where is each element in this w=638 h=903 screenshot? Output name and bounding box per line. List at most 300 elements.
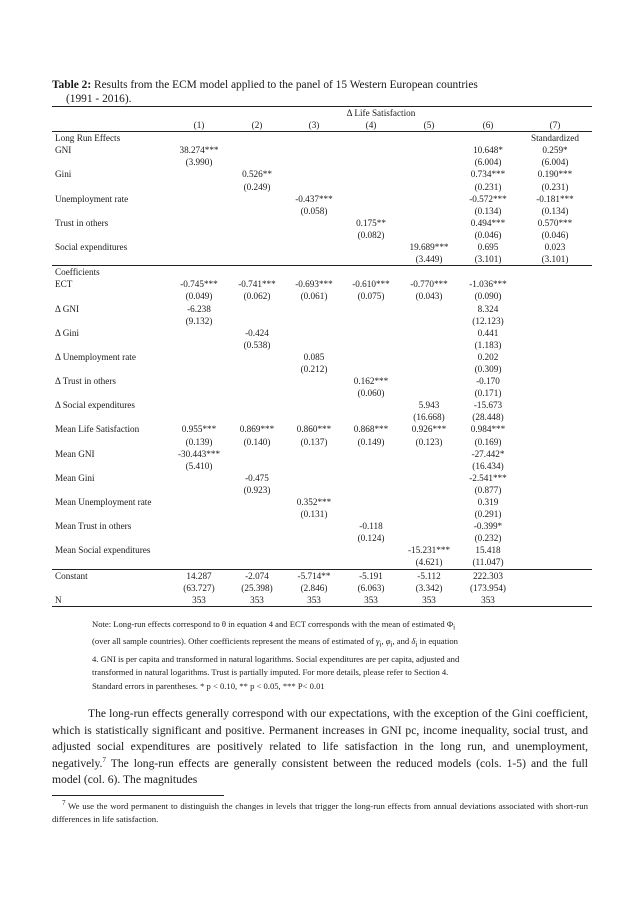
table-body — [52, 132, 592, 607]
table-cell — [228, 229, 286, 241]
table-cell — [170, 556, 228, 569]
table-cell: (6.063) — [357, 582, 385, 593]
table-cell — [518, 375, 592, 387]
table-cell — [518, 351, 592, 363]
table-cell: (6.004) — [541, 157, 569, 168]
table-cell: 0.494*** — [470, 217, 506, 228]
table-cell — [170, 411, 228, 423]
table-row — [52, 168, 592, 180]
table-row — [52, 460, 592, 472]
table-cell — [518, 278, 592, 290]
table-cell: (0.134) — [474, 205, 502, 216]
table-caption-text: Results from the ECM model applied to the panel of 15 Western European countries — [91, 79, 478, 91]
table-cell — [228, 217, 286, 229]
body-text — [52, 706, 588, 789]
table-cell: -5.112 — [400, 569, 458, 582]
row-label: Social expenditures — [55, 242, 128, 253]
table-cell — [228, 363, 286, 375]
table-row — [52, 375, 592, 387]
table-cell: (173.954) — [470, 582, 506, 593]
table-cell: 0.570*** — [537, 217, 573, 228]
table-row — [52, 327, 592, 339]
table-cell: Standardized — [518, 132, 592, 145]
table-cell — [170, 363, 228, 375]
table-cell: (4.621) — [415, 557, 443, 568]
row-label: Mean Trust in others — [55, 521, 132, 532]
table-cell — [228, 351, 286, 363]
table-cell: 353 — [170, 594, 228, 607]
table-row — [52, 411, 592, 423]
note-line: Note: Long-run effects correspond to θ in equation 4 and ECT corresponds with the mean of estimated $\Phi_i$ — [92, 619, 456, 632]
table-cell — [342, 144, 400, 156]
table-cell: (0.090) — [474, 291, 502, 302]
row-label: Trust in others — [55, 217, 109, 228]
table-cell: (0.075) — [357, 291, 385, 302]
table-cell — [170, 266, 228, 279]
table-cell — [228, 387, 286, 399]
table-cell: -0.170 — [476, 376, 500, 387]
table-cell: 0.984*** — [470, 424, 506, 435]
results-table — [52, 106, 592, 607]
table-cell — [228, 544, 286, 556]
table-cell — [170, 205, 228, 217]
table-cell: -0.572*** — [469, 193, 507, 204]
note-line: Standard errors in parentheses. * p < 0.10, ** p < 0.05, *** P< 0.01 — [92, 680, 325, 691]
row-label: GNI — [55, 145, 72, 156]
table-cell — [286, 327, 342, 339]
table-cell: 14.287 — [170, 569, 228, 582]
table-cell — [518, 436, 592, 448]
table-row — [52, 556, 592, 569]
table-cell — [400, 387, 458, 399]
table-cell — [170, 484, 228, 496]
row-label — [52, 556, 170, 569]
table-cell: (11.047) — [472, 557, 504, 568]
table-cell — [170, 520, 228, 532]
table-cell — [286, 241, 342, 253]
table-cell — [228, 411, 286, 423]
table-cell — [286, 266, 342, 279]
table-cell: (3.101) — [541, 254, 569, 265]
table-cell — [342, 168, 400, 180]
table-cell — [228, 132, 286, 145]
table-cell: (0.043) — [415, 291, 443, 302]
table-row — [52, 496, 592, 508]
table-caption — [52, 78, 592, 106]
table-row — [52, 532, 592, 544]
table-cell — [286, 387, 342, 399]
table-cell: (0.923) — [243, 484, 271, 495]
table-row — [52, 472, 592, 484]
table-cell — [170, 399, 228, 411]
table-cell — [518, 544, 592, 556]
row-label: Constant — [52, 569, 170, 582]
table-cell — [170, 532, 228, 544]
table-cell: (3.342) — [415, 582, 443, 593]
table-cell — [228, 508, 286, 520]
table-cell — [228, 375, 286, 387]
table-cell: 5.943 — [418, 400, 440, 411]
table-cell: -0.118 — [359, 521, 383, 532]
table-row — [52, 448, 592, 460]
table-cell — [518, 508, 592, 520]
table-cell: -0.399* — [473, 521, 503, 532]
table-cell: -0.424 — [245, 327, 269, 338]
table-cell — [518, 448, 592, 460]
table-cell: (0.137) — [300, 436, 328, 447]
table-cell: (0.538) — [243, 339, 271, 350]
table-cell — [286, 460, 342, 472]
table-cell — [228, 193, 286, 205]
table-cell: (0.232) — [474, 533, 502, 544]
table-cell — [518, 411, 592, 423]
table-cell — [170, 253, 228, 266]
table-cell — [342, 339, 400, 351]
table-cell: 0.526** — [242, 169, 272, 180]
table-notes — [92, 618, 592, 693]
table-cell — [400, 484, 458, 496]
table-row — [52, 315, 592, 327]
table-cell — [286, 399, 342, 411]
table-cell — [286, 229, 342, 241]
table-cell: 0.955*** — [181, 424, 217, 435]
table-cell — [342, 266, 400, 279]
table-cell: (0.231) — [474, 181, 502, 192]
row-label — [52, 205, 170, 217]
row-label: ECT — [55, 279, 73, 290]
table-cell — [518, 484, 592, 496]
table-row — [52, 582, 592, 594]
table-cell: (0.046) — [541, 229, 569, 240]
table-cell: 0.868*** — [353, 424, 389, 435]
table-cell: -0.610*** — [352, 279, 390, 290]
table-cell: 0.190*** — [537, 169, 573, 180]
table-cell — [400, 375, 458, 387]
table-cell — [400, 508, 458, 520]
table-cell — [342, 411, 400, 423]
table-cell — [286, 181, 342, 193]
row-label: Mean Life Satisfaction — [55, 424, 140, 435]
table-row — [52, 544, 592, 556]
row-label: Coefficients — [52, 266, 170, 279]
table-cell — [518, 387, 592, 399]
footnote-text: We use the word permanent to distinguish the changes in levels that trigger the long-run effects from annual deviations associated with short-run differences in life satisfaction. — [52, 801, 588, 824]
body-paragraph: The long-run effects generally correspond with our expectations, with the exception of the Gini coefficient, which is statistically significant and positive. Permanent increases in GNI pc, income inequality, social trust, and adjusted social expenditures are positively related to life satisfaction in the long run, and unemployment, negatively.$^7$ The long-run effects are generally consistent between the reduced models (cols. 1-5) and the full model (col. 6). The magnitudes — [52, 707, 588, 787]
table-cell — [170, 351, 228, 363]
table-cell — [228, 144, 286, 156]
table-cell: (0.124) — [357, 533, 385, 544]
row-label: Mean Gini — [55, 472, 95, 483]
row-label: Δ GNI — [55, 303, 80, 314]
column-header: (2) — [251, 120, 263, 131]
table-cell — [228, 253, 286, 266]
table-cell — [286, 484, 342, 496]
table-cell: (0.231) — [541, 181, 569, 192]
table-row — [52, 181, 592, 193]
table-cell: (0.061) — [300, 291, 328, 302]
table-row — [52, 253, 592, 266]
table-cell — [400, 205, 458, 217]
table-cell — [518, 339, 592, 351]
table-cell — [400, 315, 458, 327]
table-cell: (0.249) — [243, 181, 271, 192]
table-cell — [170, 181, 228, 193]
table-cell: (63.727) — [183, 582, 215, 593]
table-cell — [518, 520, 592, 532]
table-cell: 353 — [400, 594, 458, 607]
table-cell — [342, 544, 400, 556]
table-cell — [228, 448, 286, 460]
footnote — [52, 800, 588, 825]
table-cell: 222.303 — [458, 569, 518, 582]
table-cell — [400, 266, 458, 279]
row-label: Mean Unemployment rate — [55, 497, 152, 507]
column-header: (4) — [365, 120, 377, 131]
table-cell — [400, 363, 458, 375]
table-cell — [170, 375, 228, 387]
table-cell — [228, 532, 286, 544]
table-cell: -6.238 — [187, 303, 211, 314]
table-cell — [170, 339, 228, 351]
table-cell — [286, 156, 342, 168]
table-cell: (0.060) — [357, 388, 385, 399]
table-cell: -5.714** — [286, 569, 342, 582]
table-cell: -5.191 — [342, 569, 400, 582]
table-cell: 353 — [458, 594, 518, 607]
table-cell — [228, 266, 286, 279]
table-cell: 0.926*** — [411, 424, 447, 435]
table-cell — [342, 303, 400, 315]
table-cell — [286, 520, 342, 532]
table-caption-label: Table 2: — [52, 79, 92, 91]
table-cell — [286, 556, 342, 569]
table-cell — [518, 472, 592, 484]
table-cell: 19.689*** — [409, 242, 449, 253]
table-cell: (16.668) — [413, 412, 445, 423]
table-cell — [400, 327, 458, 339]
table-cell: 38.274*** — [179, 145, 219, 156]
table-cell — [342, 315, 400, 327]
table-cell — [400, 132, 458, 145]
row-label — [52, 484, 170, 496]
table-cell: (3.101) — [474, 254, 502, 265]
table-cell — [228, 315, 286, 327]
table-cell: (0.062) — [243, 291, 271, 302]
table-cell — [228, 205, 286, 217]
table-cell: (0.131) — [300, 509, 328, 520]
row-label — [52, 253, 170, 266]
table-cell — [342, 132, 400, 145]
table-cell — [518, 363, 592, 375]
table-cell: 353 — [286, 594, 342, 607]
table-group-header-row — [52, 107, 592, 120]
table-cell — [342, 205, 400, 217]
table-cell: (5.410) — [185, 460, 213, 471]
table-cell: (0.171) — [474, 388, 502, 399]
table-cell: 353 — [342, 594, 400, 607]
table-row — [52, 132, 592, 145]
table-row — [52, 290, 592, 302]
table-cell — [286, 339, 342, 351]
table-cell: 0.259* — [542, 145, 568, 156]
table-cell: -0.770*** — [410, 279, 448, 290]
table-cell — [400, 532, 458, 544]
table-cell — [170, 229, 228, 241]
table-cell — [170, 168, 228, 180]
table-cell — [518, 423, 592, 435]
table-cell — [518, 594, 592, 607]
table-cell: -27.442* — [471, 448, 505, 459]
row-label — [52, 411, 170, 423]
table-row — [52, 217, 592, 229]
table-cell — [228, 156, 286, 168]
table-cell — [518, 532, 592, 544]
table-cell — [228, 303, 286, 315]
table-cell — [518, 399, 592, 411]
table-cell: (28.448) — [472, 412, 504, 423]
table-cell: 0.352*** — [296, 497, 332, 507]
table-cell — [342, 484, 400, 496]
table-cell — [170, 217, 228, 229]
table-cell — [518, 315, 592, 327]
table-cell — [400, 520, 458, 532]
table-row — [52, 241, 592, 253]
table-cell — [342, 556, 400, 569]
table-cell — [400, 472, 458, 484]
table-cell — [342, 460, 400, 472]
table-cell — [400, 156, 458, 168]
row-label — [52, 532, 170, 544]
table-cell — [228, 460, 286, 472]
row-label — [52, 156, 170, 168]
column-header: (1) — [193, 120, 205, 131]
row-label — [52, 229, 170, 241]
table-row — [52, 520, 592, 532]
table-cell — [458, 266, 518, 279]
column-header: (5) — [423, 120, 435, 131]
row-label: N — [52, 594, 170, 607]
table-cell: (0.169) — [474, 436, 502, 447]
table-cell — [518, 496, 592, 508]
table-cell — [228, 496, 286, 508]
table-cell — [518, 460, 592, 472]
table-cell — [518, 327, 592, 339]
table-cell — [518, 290, 592, 302]
table-row — [52, 266, 592, 279]
table-cell — [400, 193, 458, 205]
row-label: Gini — [55, 169, 72, 180]
table-cell — [400, 339, 458, 351]
table-cell — [400, 168, 458, 180]
row-label: Mean Social expenditures — [55, 545, 151, 556]
table-cell — [228, 241, 286, 253]
table-cell — [400, 217, 458, 229]
row-label — [52, 387, 170, 399]
table-cell: -0.693*** — [295, 279, 333, 290]
table-cell: 0.085 — [303, 351, 325, 362]
table-cell — [286, 544, 342, 556]
table-cell — [342, 399, 400, 411]
table-cell — [170, 132, 228, 145]
table-cell — [286, 411, 342, 423]
table-cell — [286, 144, 342, 156]
table-cell — [228, 399, 286, 411]
table-cell: -0.745*** — [180, 279, 218, 290]
table-row — [52, 569, 592, 582]
table-row — [52, 363, 592, 375]
note-line: 4. GNI is per capita and transformed in natural logarithms. Social expenditures are per capita, adjusted and — [92, 653, 460, 664]
footnote-rule — [52, 795, 224, 796]
table-cell: (0.049) — [185, 291, 213, 302]
table-row — [52, 508, 592, 520]
footnote-mark: 7 — [62, 799, 66, 808]
table-cell: (0.140) — [243, 436, 271, 447]
table-row — [52, 193, 592, 205]
table-cell — [342, 181, 400, 193]
table-cell — [286, 472, 342, 484]
table-cell — [286, 168, 342, 180]
table-cell — [342, 363, 400, 375]
table-row — [52, 156, 592, 168]
table-cell — [342, 327, 400, 339]
table-cell — [342, 448, 400, 460]
table-cell: (0.139) — [185, 436, 213, 447]
table-cell — [286, 303, 342, 315]
row-label: Δ Gini — [55, 327, 80, 338]
table-cell: (25.398) — [241, 582, 273, 593]
table-cell: 15.418 — [475, 545, 501, 556]
table-cell — [170, 327, 228, 339]
table-cell: 0.319 — [477, 497, 499, 507]
row-label — [52, 339, 170, 351]
table-cell — [170, 496, 228, 508]
table-row — [52, 278, 592, 290]
table-cell: 0.175** — [356, 217, 386, 228]
table-column-header-row — [52, 119, 592, 132]
table-row — [52, 144, 592, 156]
table-cell — [518, 569, 592, 582]
row-label — [52, 436, 170, 448]
table-cell — [342, 508, 400, 520]
column-header: (7) — [549, 120, 561, 131]
table-cell — [286, 375, 342, 387]
table-cell — [228, 520, 286, 532]
table-cell — [170, 544, 228, 556]
table-cell: (0.082) — [357, 229, 385, 240]
table-cell — [286, 132, 342, 145]
row-label — [52, 290, 170, 302]
table-cell: 8.324 — [477, 303, 499, 314]
table-cell: -2.541*** — [469, 472, 507, 483]
table-cell — [400, 448, 458, 460]
row-label — [52, 315, 170, 327]
row-label: Mean GNI — [55, 448, 95, 459]
column-header: (6) — [482, 120, 494, 131]
note-line: transformed in natural logarithms. Trust is partially imputed. For more details, please refer to Section 4. — [92, 667, 449, 678]
table-cell: (0.877) — [474, 484, 502, 495]
table-cell: (1.183) — [474, 339, 502, 350]
table-cell — [400, 351, 458, 363]
table-cell — [286, 532, 342, 544]
table-cell — [400, 229, 458, 241]
table-cell — [170, 387, 228, 399]
table-cell — [400, 460, 458, 472]
table-cell — [400, 144, 458, 156]
row-label — [52, 363, 170, 375]
table-cell: -0.181*** — [536, 193, 574, 204]
group-header: Δ Life Satisfaction — [170, 107, 592, 120]
table-row — [52, 387, 592, 399]
